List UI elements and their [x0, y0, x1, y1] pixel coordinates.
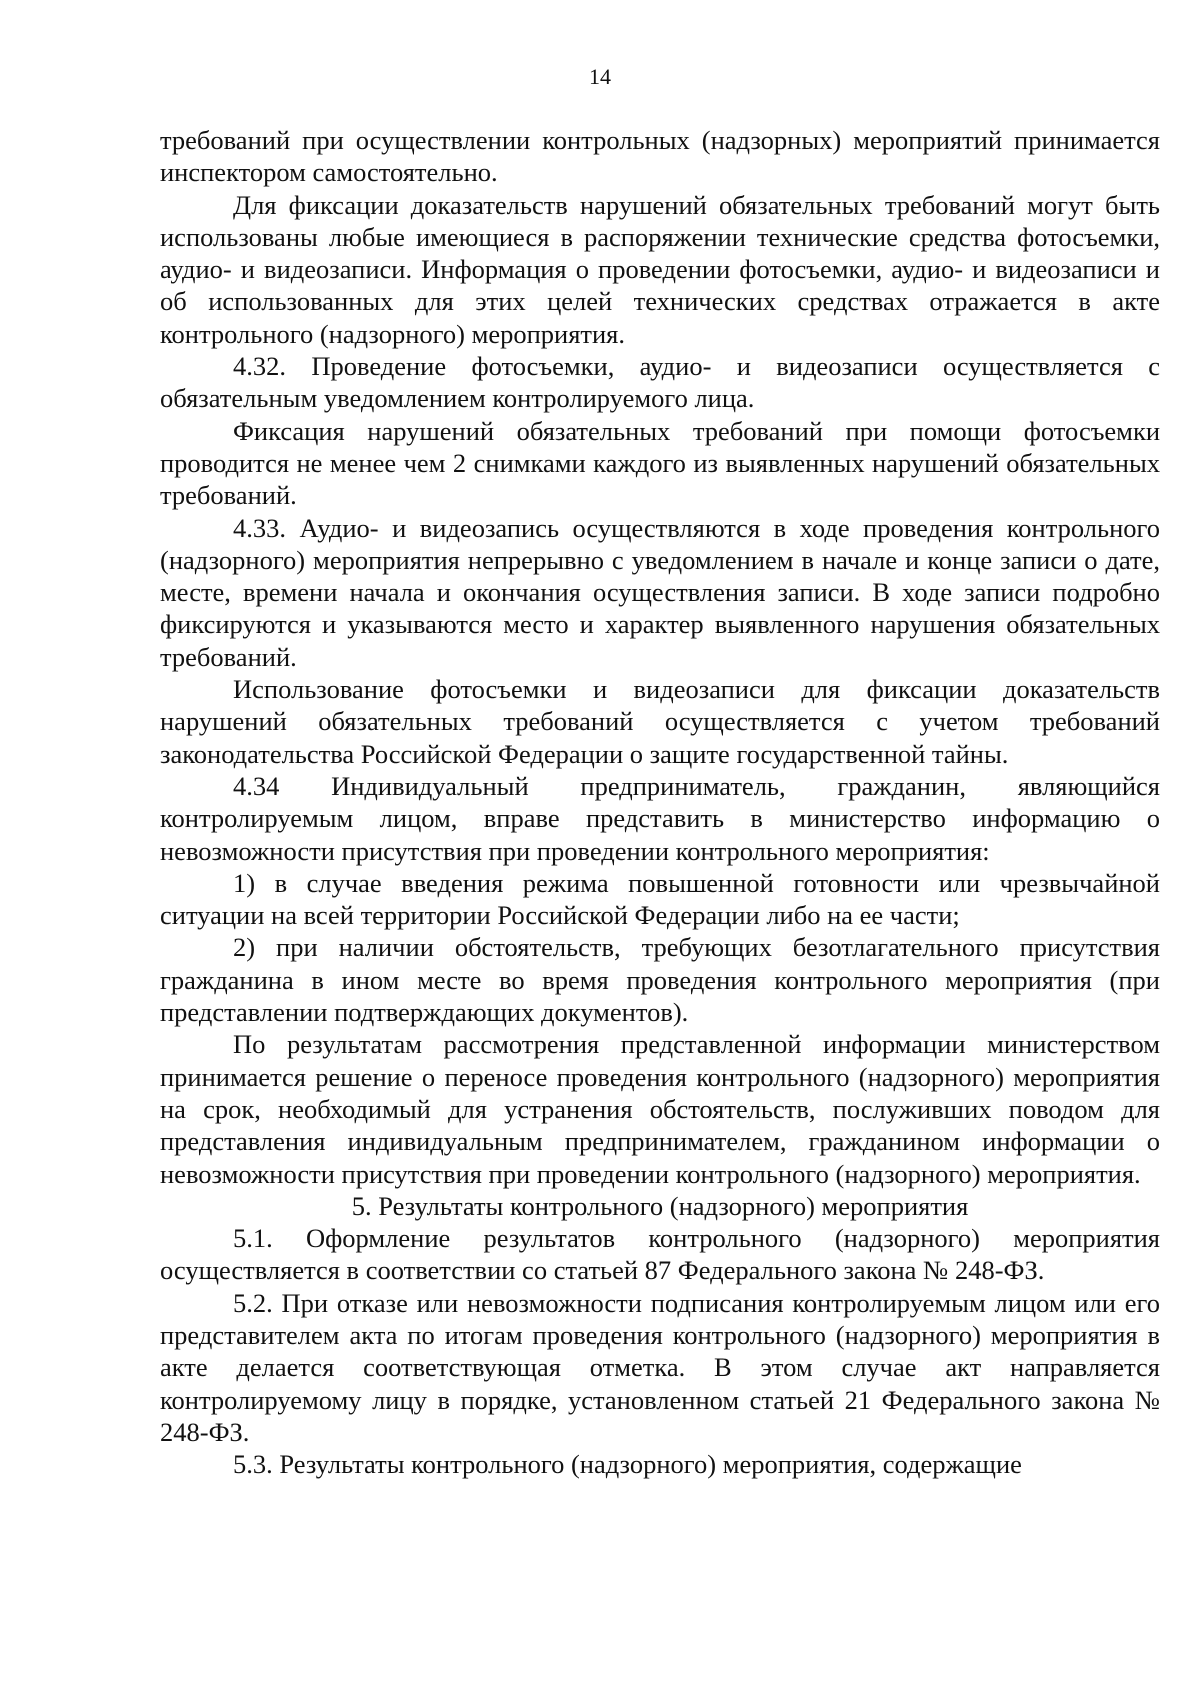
paragraph-4-32: 4.32. Проведение фотосъемки, аудио- и видеозаписи осуществляется с обязательным уведомлением контролируемого лица. [160, 351, 1160, 414]
section-heading: 5. Результаты контрольного (надзорного) мероприятия [351, 1190, 969, 1221]
paragraph: Использование фотосъемки и видеозаписи для фиксации доказательств нарушений обязательных требований осуществляется с учетом требований законодательства Российской Федерации о защите государственной тайны. [160, 674, 1160, 769]
page-number: 14 [589, 64, 611, 89]
document-body [160, 124, 1160, 1480]
paragraph-5-2: 5.2. При отказе или невозможности подписания контролируемым лицом или его представителем акта по итогам проведения контрольного (надзорного) мероприятия в акте делается соответствующая отметка. В этом случае акт направляется контролируемому лицу в порядке, установленном статьей 21 Федерального закона № 248-ФЗ. [160, 1287, 1160, 1447]
paragraph: Для фиксации доказательств нарушений обязательных требований могут быть использованы любые имеющиеся в распоряжении технические средства фотосъемки, аудио- и видеозаписи. Информация о проведении фотосъемки, аудио- и видеозаписи и об использованных для этих целей технических средствах отражается в акте контрольного (надзорного) мероприятия. [160, 189, 1160, 349]
paragraph: требований при осуществлении контрольных (надзорных) мероприятий принимается инспектором самостоятельно. [160, 125, 1160, 188]
paragraph-5-1: 5.1. Оформление результатов контрольного (надзорного) мероприятия осуществляется в соответствии со статьей 87 Федерального закона № 248-ФЗ. [160, 1223, 1160, 1286]
list-item-2: 2) при наличии обстоятельств, требующих безотлагательного присутствия гражданина в ином месте во время проведения контрольного мероприятия (при представлении подтверждающих документов). [160, 932, 1160, 1028]
paragraph: Фиксация нарушений обязательных требований при помощи фотосъемки проводится не менее чем 2 снимками каждого из выявленных нарушений обязательных требований. [160, 415, 1160, 511]
paragraph: По результатам рассмотрения представленной информации министерством принимается решение о переносе проведения контрольного (надзорного) мероприятия на срок, необходимый для устранения обстоятельств, послуживших поводом для представления индивидуальным предпринимателем, гражданином информации о невозможности присутствия при проведении контрольного (надзорного) мероприятия. [160, 1029, 1160, 1189]
paragraph-4-33: 4.33. Аудио- и видеозапись осуществляются в ходе проведения контрольного (надзорного) мероприятия непрерывно с уведомлением в начале и конце записи о дате, месте, времени начала и окончания осуществления записи. В ходе записи подробно фиксируются и указываются место и характер выявленного нарушения обязательных требований. [160, 512, 1160, 672]
list-item-1: 1) в случае введения режима повышенной готовности или чрезвычайной ситуации на всей территории Российской Федерации либо на ее части; [160, 867, 1160, 931]
paragraph-4-34: 4.34 Индивидуальный предприниматель, гражданин, являющийся контролируемым лицом, вправе представить в министерство информацию о невозможности присутствия при проведении контрольного мероприятия: [160, 770, 1160, 866]
paragraph-5-3: 5.3. Результаты контрольного (надзорного) мероприятия, содержащие [233, 1449, 1022, 1480]
